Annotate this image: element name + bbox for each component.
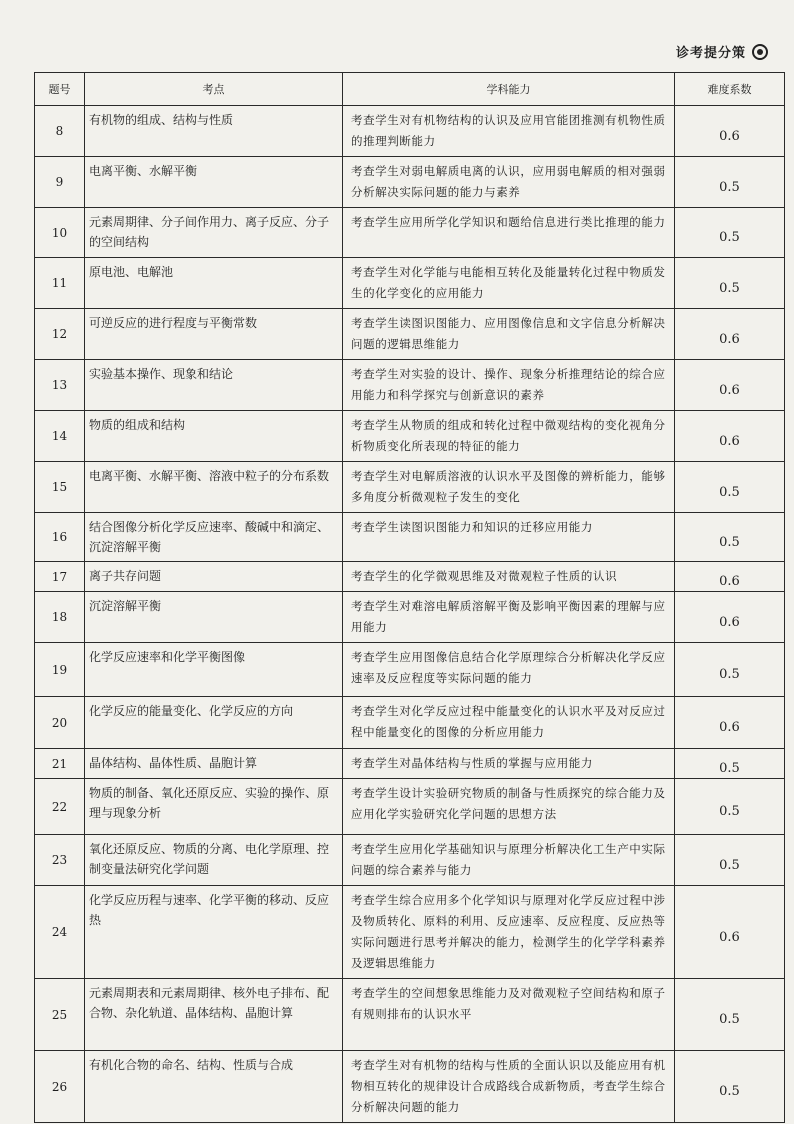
subject-ability: 考查学生对电解质溶液的认识水平及图像的辨析能力，能够多角度分析微观粒子发生的变化 <box>343 462 675 513</box>
difficulty-value: 0.5 <box>719 179 740 195</box>
question-number: 23 <box>35 835 85 886</box>
difficulty-value: 0.5 <box>719 1084 740 1099</box>
table-row <box>35 979 785 1051</box>
difficulty-coefficient <box>675 697 785 749</box>
question-number: 11 <box>35 258 85 309</box>
question-number: 16 <box>35 513 85 562</box>
exam-point: 沉淀溶解平衡 <box>85 592 343 643</box>
difficulty-coefficient <box>675 462 785 513</box>
col-header-number: 题号 <box>35 73 85 106</box>
subject-ability: 考查学生综合应用多个化学知识与原理对化学反应过程中涉及物质转化、原料的利用、反应速率、反应程度、反应热等实际问题进行思考并解决的能力，检测学生的化学学科素养及逻辑思维能力 <box>343 886 675 979</box>
difficulty-value: 0.5 <box>719 667 740 682</box>
table-row <box>35 697 785 749</box>
question-number: 21 <box>35 749 85 779</box>
difficulty-coefficient <box>675 208 785 258</box>
col-header-topic: 考点 <box>85 73 343 106</box>
knowledge-point-table <box>34 72 785 1123</box>
subject-ability: 考查学生对化学反应过程中能量变化的认识水平及对反应过程中能量变化的图像的分析应用能力 <box>343 697 675 749</box>
question-number: 22 <box>35 779 85 835</box>
subject-ability: 考查学生对化学能与电能相互转化及能量转化过程中物质发生的化学变化的应用能力 <box>343 258 675 309</box>
subject-ability: 考查学生的空间想象思维能力及对微观粒子空间结构和原子有规则排布的认识水平 <box>343 979 675 1051</box>
subject-ability: 考查学生设计实验研究物质的制备与性质探究的综合能力及应用化学实验研究化学问题的思想方法 <box>343 779 675 835</box>
exam-point: 有机化合物的命名、结构、性质与合成 <box>85 1051 343 1123</box>
difficulty-value: 0.6 <box>719 128 740 144</box>
difficulty-value: 0.6 <box>719 433 740 449</box>
subject-ability: 考查学生对有机物结构的认识及应用官能团推测有机物性质的推理判断能力 <box>343 106 675 157</box>
subject-ability: 考查学生对难溶电解质溶解平衡及影响平衡因素的理解与应用能力 <box>343 592 675 643</box>
question-number: 14 <box>35 411 85 462</box>
table-row <box>35 208 785 258</box>
difficulty-value: 0.5 <box>719 857 740 873</box>
difficulty-coefficient <box>675 1051 785 1123</box>
subject-ability: 考查学生应用化学基础知识与原理分析解决化工生产中实际问题的综合素养与能力 <box>343 835 675 886</box>
difficulty-coefficient <box>675 835 785 886</box>
subject-ability: 考查学生对弱电解质电离的认识，应用弱电解质的相对强弱分析解决实际问题的能力与素养 <box>343 157 675 208</box>
question-number: 15 <box>35 462 85 513</box>
table-row <box>35 1051 785 1123</box>
table-row <box>35 157 785 208</box>
question-number: 24 <box>35 886 85 979</box>
question-number: 12 <box>35 309 85 360</box>
question-number: 8 <box>35 106 85 157</box>
difficulty-value: 0.5 <box>719 280 740 296</box>
exam-point: 晶体结构、晶体性质、晶胞计算 <box>85 749 343 779</box>
difficulty-value: 0.6 <box>719 720 740 735</box>
table-row <box>35 360 785 411</box>
difficulty-coefficient <box>675 562 785 592</box>
difficulty-coefficient <box>675 360 785 411</box>
question-number: 9 <box>35 157 85 208</box>
exam-point: 可逆反应的进行程度与平衡常数 <box>85 309 343 360</box>
difficulty-value: 0.5 <box>719 534 740 550</box>
table-row <box>35 462 785 513</box>
question-number: 20 <box>35 697 85 749</box>
subject-ability: 考查学生对晶体结构与性质的掌握与应用能力 <box>343 749 675 779</box>
difficulty-coefficient <box>675 258 785 309</box>
difficulty-value: 0.6 <box>719 574 740 589</box>
table-row <box>35 258 785 309</box>
difficulty-coefficient <box>675 643 785 697</box>
difficulty-coefficient <box>675 106 785 157</box>
exam-point: 有机物的组成、结构与性质 <box>85 106 343 157</box>
difficulty-coefficient <box>675 886 785 979</box>
question-number: 13 <box>35 360 85 411</box>
difficulty-value: 0.5 <box>719 484 740 500</box>
table-row <box>35 309 785 360</box>
subject-ability: 考查学生应用图像信息结合化学原理综合分析解决化学反应速率及反应程度等实际问题的能力 <box>343 643 675 697</box>
difficulty-value: 0.5 <box>719 761 740 776</box>
exam-point: 电离平衡、水解平衡 <box>85 157 343 208</box>
table-row <box>35 562 785 592</box>
exam-point: 离子共存问题 <box>85 562 343 592</box>
question-number: 10 <box>35 208 85 258</box>
question-number: 26 <box>35 1051 85 1123</box>
col-header-ability: 学科能力 <box>343 73 675 106</box>
difficulty-value: 0.5 <box>719 804 740 819</box>
subject-ability: 考查学生的化学微观思维及对微观粒子性质的认识 <box>343 562 675 592</box>
table-row <box>35 643 785 697</box>
difficulty-coefficient <box>675 592 785 643</box>
exam-point: 原电池、电解池 <box>85 258 343 309</box>
question-number: 19 <box>35 643 85 697</box>
exam-point: 化学反应的能量变化、化学反应的方向 <box>85 697 343 749</box>
difficulty-value: 0.6 <box>719 331 740 347</box>
table-row <box>35 513 785 562</box>
exam-point: 结合图像分析化学反应速率、酸碱中和滴定、沉淀溶解平衡 <box>85 513 343 562</box>
exam-point: 物质的组成和结构 <box>85 411 343 462</box>
table-row <box>35 835 785 886</box>
difficulty-value: 0.6 <box>719 929 740 945</box>
table-row <box>35 411 785 462</box>
brand-logo-icon <box>752 44 768 60</box>
table-row <box>35 886 785 979</box>
question-number: 18 <box>35 592 85 643</box>
difficulty-coefficient <box>675 749 785 779</box>
exam-point: 电离平衡、水解平衡、溶液中粒子的分布系数 <box>85 462 343 513</box>
difficulty-coefficient <box>675 157 785 208</box>
subject-ability: 考查学生应用所学化学知识和题给信息进行类比推理的能力 <box>343 208 675 258</box>
exam-point: 化学反应历程与速率、化学平衡的移动、反应热 <box>85 886 343 979</box>
difficulty-value: 0.6 <box>719 614 740 630</box>
exam-point: 化学反应速率和化学平衡图像 <box>85 643 343 697</box>
difficulty-coefficient <box>675 513 785 562</box>
difficulty-value: 0.6 <box>719 382 740 398</box>
subject-ability: 考查学生读图识图能力和知识的迁移应用能力 <box>343 513 675 562</box>
exam-point: 元素周期表和元素周期律、核外电子排布、配合物、杂化轨道、晶体结构、晶胞计算 <box>85 979 343 1051</box>
exam-point: 物质的制备、氧化还原反应、实验的操作、原理与现象分析 <box>85 779 343 835</box>
difficulty-value: 0.5 <box>719 1012 740 1027</box>
table-row <box>35 106 785 157</box>
difficulty-coefficient <box>675 979 785 1051</box>
exam-point: 实验基本操作、现象和结论 <box>85 360 343 411</box>
difficulty-coefficient <box>675 309 785 360</box>
header-title: 诊考提分策 <box>675 46 746 61</box>
subject-ability: 考查学生从物质的组成和转化过程中微观结构的变化视角分析物质变化所表现的特征的能力 <box>343 411 675 462</box>
table-row <box>35 779 785 835</box>
difficulty-coefficient <box>675 411 785 462</box>
exam-point: 氧化还原反应、物质的分离、电化学原理、控制变量法研究化学问题 <box>85 835 343 886</box>
table-header-row <box>35 73 785 106</box>
subject-ability: 考查学生读图识图能力、应用图像信息和文字信息分析解决问题的逻辑思维能力 <box>343 309 675 360</box>
difficulty-coefficient <box>675 779 785 835</box>
exam-point: 元素周期律、分子间作用力、离子反应、分子的空间结构 <box>85 208 343 258</box>
question-number: 25 <box>35 979 85 1051</box>
col-header-difficulty: 难度系数 <box>675 73 785 106</box>
table-row <box>35 749 785 779</box>
difficulty-value: 0.5 <box>719 230 740 245</box>
subject-ability: 考查学生对实验的设计、操作、现象分析推理结论的综合应用能力和科学探究与创新意识的素养 <box>343 360 675 411</box>
subject-ability: 考查学生对有机物的结构与性质的全面认识以及能应用有机物相互转化的规律设计合成路线合成新物质，考查学生综合分析解决问题的能力 <box>343 1051 675 1123</box>
page-header <box>676 42 768 61</box>
table-row <box>35 592 785 643</box>
question-number: 17 <box>35 562 85 592</box>
